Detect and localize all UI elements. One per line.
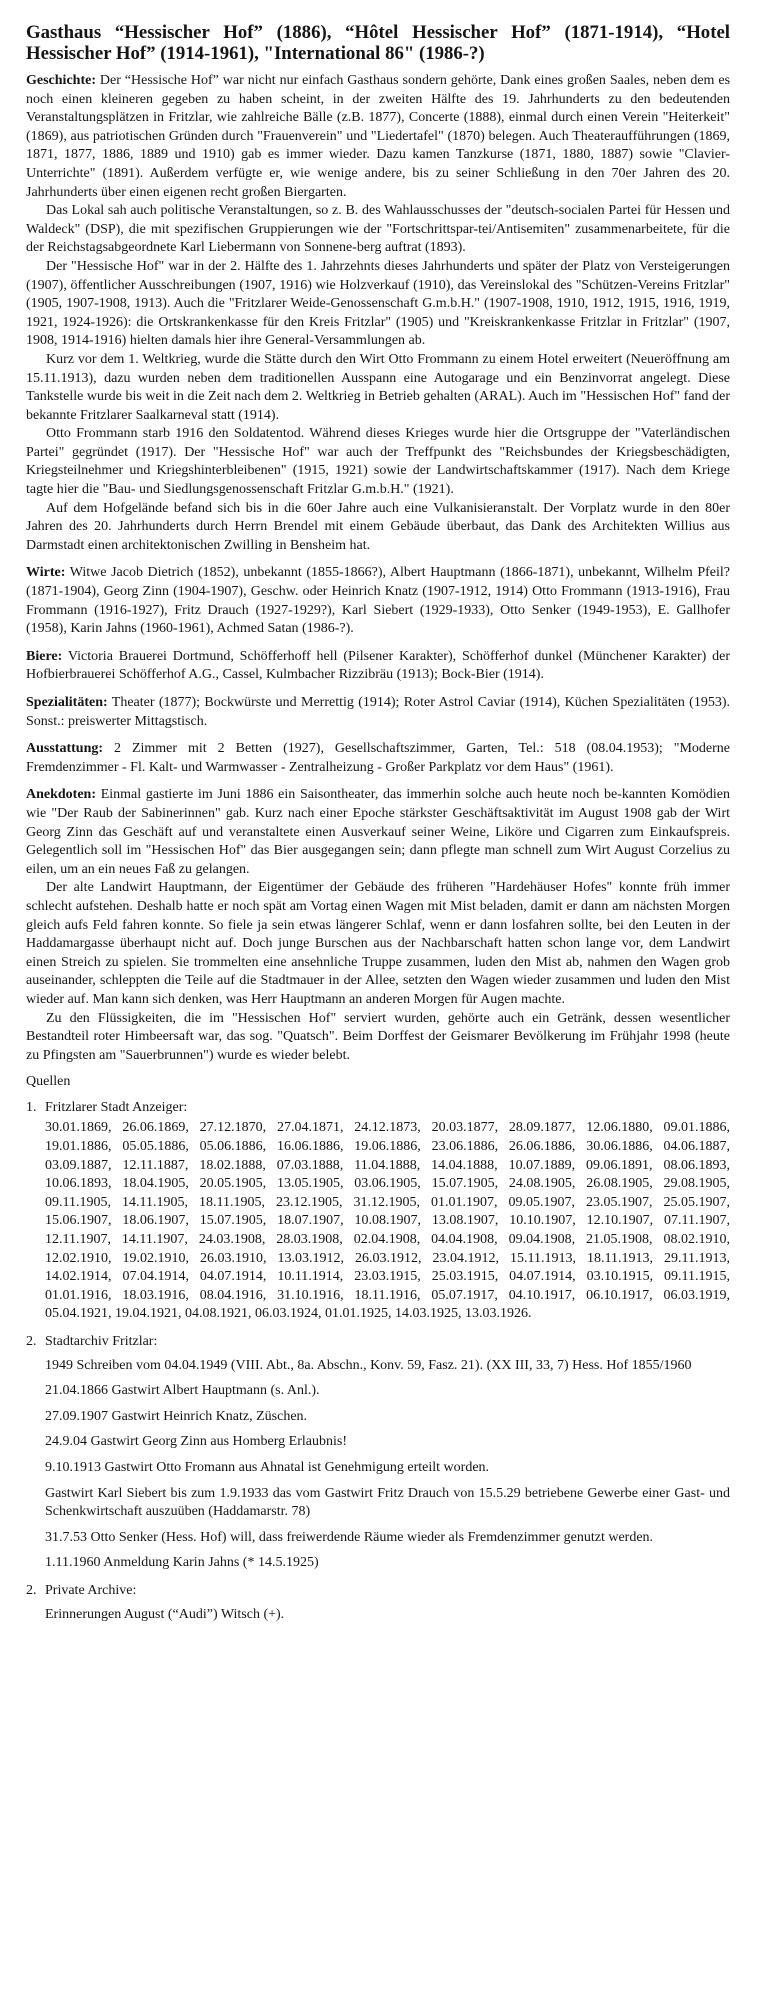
source-item [26,1582,730,1624]
source-entries [45,1357,730,1573]
document [26,22,730,1633]
source-number: 2. [26,1334,37,1349]
geschichte-paragraph: Kurz vor dem 1. Weltkrieg, wurde die Stätte durch den Wirt Otto Frommann zu einem Hotel erweitert (Neueröffnung am 15.11.1913), dazu wurden neben dem traditionellen Ausspann eine Autogarage und ein Benzinvorrat angelegt. Diese Tankstelle wurde bis weit in die Zeit nach dem 2. Weltkrieg in Betrieb gehalten (ARAL). Auch im "Hessischen Hof" fand der bekannte Fritzlarer Saalkarneval statt (1914). [26,351,730,423]
page-title: Gasthaus “Hessischer Hof” (1886), “Hôtel Hessischer Hof” (1871-1914), “Hotel Hessischer Hof” (1914-1961), "International 86" (1986-?) [26,22,730,64]
anekdoten-text: Einmal gastierte im Juni 1886 ein Saisontheater, das immerhin solche auch heute noch be-kannten Komödien wie "Der Raub der Sabinerinnen" gab. Kurz nach einer Epoche stärkster Geschäftsaktivität im August 1908 gab der Wirt Georg Zinn das Geschäft auf und veranstaltete einen Ausverkauf seiner Weine, Liköre und Cigarren zum Einkaufspreis. Gelegentlich soll im "Hessischen Hof" das Bier ausgegangen sein; dann pflegte man schnell zum Wirt August Corzelius zu eilen, um an ein neues Faß zu gelangen. [26,787,731,877]
geschichte-paragraph: Otto Frommann starb 1916 den Soldatentod. Während dieses Krieges wurde hier die Ortsgruppe der "Vaterländischen Partei" gegründet (1917). Der "Hessische Hof" war auch der Treffpunkt des "Reichsbundes der Kriegsbeschädigten, Kriegsteilnehmer und Kriegshinterbleibenen" (1915, 1921) sowie der Landwirtschaftskammer (1917). Nach dem Kriege tagte hier die "Bau- und Siedlungsgenossenschaft Fritzlar G.m.b.H." (1921). [26,426,730,498]
section-spezialitaeten [26,694,730,731]
geschichte-paragraph: Das Lokal sah auch politische Veranstaltungen, so z. B. des Wahlausschusses der "deutsch-socialen Partei für Hessen und Waldeck" (DSP), die mit spezifischen Gruppierungen wie der "Fortschrittspar-tei/Antisemiten" zusammenarbeitete, für die der Reichstagsabgeordnete Karl Liebermann von Sonnene-berg auftrat (1893). [26,203,730,256]
anekdoten-label: Anekdoten: [26,787,97,803]
quellen-heading: Quellen [26,1074,71,1090]
section-wirte [26,564,730,638]
geschichte-text: Der “Hessische Hof” war nicht nur einfach Gasthaus sondern gehörte, Dank eines großen Saales, neben dem es noch einen kleineren gegeben zu haben scheint, in der zweiten Hälfte des 19. Jahrhunderts zu den bedeutenden Veranstaltungsplätzen in Fritzlar, wie zahlreiche Bälle (z.B. 1877), Concerte (1888), einmal durch einen Verein "Heiterkeit" (1869), aus patriotischen Gründen durch "Frauenverein" und "Liedertafel" (1870) belegen. Auch Theateraufführungen (1869, 1871, 1877, 1886, 1889 und 1910) gab es immer wieder. Dazu kamen Tanzkurse (1871, 1880, 1887) sowie "Clavier-Unterrichte" (1891). Außerdem verfügte er, wie wenige andere, bis zu seiner Schließung in den 70er Jahren des 20. Jahrhunderts über einen eigenen recht großen Biergarten. [26,73,731,200]
geschichte-label: Geschichte: [26,73,96,88]
source-entry: 9.10.1913 Gastwirt Otto Fromann aus Ahnatal ist Genehmigung erteilt worden. [45,1459,490,1475]
source-entry: Erinnerungen August (“Audi”) Witsch (+). [45,1606,285,1622]
source-title: Fritzlarer Stadt Anzeiger: [45,1099,188,1115]
source-entry: 27.09.1907 Gastwirt Heinrich Knatz, Züschen. [45,1408,308,1424]
anekdoten-paragraph: Zu den Flüssigkeiten, die im "Hessischen Hof" serviert wurden, gehörte auch ein Getränk, dessen wesentlicher Bestandteil roter Himbeersaft war, das sog. "Quatsch". Beim Dorffest der Geismarer Bevölkerung im Frühjahr 1998 (heute zu Pfingsten am "Sauerbrunnen") wurde es wieder belebt. [26,1010,730,1063]
source-entry: 21.04.1866 Gastwirt Albert Hauptmann (s. Anl.). [45,1383,320,1399]
source-entry: 1949 Schreiben vom 04.04.1949 (VIII. Abt., 8a. Abschn., Konv. 59, Fasz. 21). (XX III, 33, 7) Hess. Hof 1855/1960 [45,1357,692,1373]
source-entry: 31.7.53 Otto Senker (Hess. Hof) will, dass freiwerdende Räume wieder als Fremdenzimmer genutzt werden. [45,1529,654,1545]
geschichte-paragraph [26,72,730,202]
source-dates: 30.01.1869, 26.06.1869, 27.12.1870, 27.04.1871, 24.12.1873, 20.03.1877, 28.09.1877, 12.06.1880, 09.01.1886, 19.01.1886, 05.05.1886, 05.06.1886, 16.06.1886, 19.06.1886, 23.06.1886, 26.06.1886, 30.06.1886, 04.06.1887, 03.09.1887, 12.11.1887, 18.02.1888, 07.03.1888, 11.04.1888, 14.04.1888, 10.07.1889, 09.06.1891, 08.06.1893, 10.06.1893, 18.04.1905, 20.05.1905, 13.05.1905, 03.06.1905, 15.07.1905, 24.08.1905, 26.08.1905, 29.08.1905, 09.11.1905, 14.11.1905, 18.11.1905, 23.12.1905, 31.12.1905, 01.01.1907, 09.05.1907, 23.05.1907, 25.05.1907, 15.06.1907, 18.06.1907, 15.07.1905, 18.07.1907, 10.08.1907, 13.08.1907, 10.10.1907, 12.10.1907, 07.11.1907, 12.11.1907, 14.11.1907, 24.03.1908, 28.03.1908, 02.04.1908, 04.04.1908, 09.04.1908, 21.05.1908, 08.02.1910, 12.02.1910, 19.02.1910, 26.03.1910, 13.03.1912, 26.03.1912, 23.04.1912, 15.11.1913, 18.11.1913, 29.11.1913, 14.02.1914, 07.04.1914, 04.07.1914, 10.11.1914, 23.03.1915, 25.03.1915, 04.07.1914, 03.10.1915, 09.11.1915, 01.01.1916, 18.03.1916, 08.04.1916, 31.10.1916, 18.11.1916, 05.07.1917, 04.10.1917, 06.10.1917, 06.03.1919, 05.04.1921, 19.04.1921, 04.08.1921, 06.03.1924, 01.01.1925, 14.03.1925, 13.03.1926. [45,1120,730,1322]
anekdoten-paragraph [26,786,730,879]
source-title: Private Archive: [45,1582,137,1598]
source-title: Stadtarchiv Fritzlar: [45,1334,158,1349]
wirte-label: Wirte: [26,565,66,581]
spezialitaeten-text: Theater (1877); Bockwürste und Merrettig (1914); Roter Astrol Caviar (1914), Küchen Spezialitäten (1953). Sonst.: preiswerter Mittagstisch. [26,695,731,729]
section-biere [26,648,730,685]
section-geschichte [26,72,730,555]
section-anekdoten [26,786,730,1065]
spezialitaeten-label: Spezialitäten: [26,695,108,710]
source-number: 1. [26,1099,37,1115]
geschichte-paragraph: Auf dem Hofgelände befand sich bis in die 60er Jahre auch eine Vulkanisieranstalt. Der Vorplatz wurde in den 80er Jahren des 20. Jahrhunderts durch Herrn Brendel mit einem Gebäude überbaut, das Dank des Architekten Willius aus Darmstadt einen architektonischen Zwilling in Bensheim hat. [26,500,730,553]
source-entry: Gastwirt Karl Siebert bis zum 1.9.1933 das vom Gastwirt Fritz Drauch von 15.5.29 betriebene Gewerbe einer Gast- und Schenkwirtschaft auszuüben (Haddamarstr. 78) [45,1485,730,1520]
source-entry: 1.11.1960 Anmeldung Karin Jahns (* 14.5.1925) [45,1555,319,1571]
source-item [26,1333,730,1573]
quellen-list [26,1099,730,1624]
section-ausstattung [26,740,730,777]
wirte-text: Witwe Jacob Dietrich (1852), unbekannt (1855-1866?), Albert Hauptmann (1866-1871), unbekannt, Wilhelm Pfeil? (1871-1904), Georg Zinn (1904-1907), Geschw. oder Heinrich Knatz (1907-1912, 1914) Otto Frommann (1913-1916), Frau Frommann (1916-1927), Fritz Drauch (1927-1929?), Karl Siebert (1929-1933), Otto Senker (1949-1953), E. Gallhofer (1958), Karin Jahns (1960-1961), Achmed Satan (1986-?). [26,565,730,637]
biere-label: Biere: [26,648,63,664]
source-item [26,1099,730,1324]
ausstattung-label: Ausstattung: [26,741,104,757]
anekdoten-paragraph: Der alte Landwirt Hauptmann, der Eigentümer der Gebäude des früheren "Hardehäuser Hofes" konnte früh immer schlecht aufstehen. Deshalb hatte er noch spät am Vortag einen Wagen mit Mist beladen, damit er dann am nächsten Morgen gleich aufs Feld fahren konnte. So fiele ja sein etwas längerer Schlaf, wenn er dann losfahren sollte, bei den Leuten in der Haddamargasse überhaupt nicht auf. Doch junge Burschen aus der Nachbarschaft hatten schon lange vor, dem Landwirt einen Streich zu spielen. Sie trommelten eine ansehnliche Truppe zusammen, luden den Mist ab, nahmen den Wagen grob auseinander, schleppten die Teile auf die Stadtmauer in der Allee, setzten den Wagen wieder zusammen und luden den Mist wieder auf. Man kann sich denken, was Herr Hauptmann an anderen Morgen für Augen machte. [26,880,730,1007]
geschichte-paragraph: Der "Hessische Hof" war in der 2. Hälfte des 1. Jahrzehnts dieses Jahrhunderts und später der Platz von Versteigerungen (1907), öffentlicher Ausschreibungen (1907, 1916) wie Holzverkauf (1910), das Vereinslokal des "Schützen-Vereins Fritzlar" (1905, 1907-1908, 1913). Auch die "Fritzlarer Weide-Genossenschaft G.m.b.H." (1907-1908, 1910, 1912, 1915, 1916, 1919, 1921, 1924-1926): die Ortskrankenkasse für den Kreis Fritzlar" (1905) und "Kreiskrankenkasse Fritzlar in Fritzlar" (1907, 1908, 1914-1916) hielten damals hier ihre General-Versammlungen ab. [26,258,730,349]
source-number: 2. [26,1582,37,1598]
biere-text: Victoria Brauerei Dortmund, Schöfferhoff hell (Pilsener Karakter), Schöfferhof dunkel (Münchener Karakter) der Hofbierbrauerei Schöfferhof A.G., Cassel, Kulmbacher Rizzibräu (1913); Bock-Bier (1914). [26,648,730,683]
source-entries [45,1606,730,1625]
ausstattung-text: 2 Zimmer mit 2 Betten (1927), Gesellschaftszimmer, Garten, Tel.: 518 (08.04.1953); "Moderne Fremdenzimmer - Fl. Kalt- und Warmwasser - Zentralheizung - Großer Parkplatz vor dem Haus" (1961). [26,741,730,775]
source-entry: 24.9.04 Gastwirt Georg Zinn aus Homberg Erlaubnis! [45,1434,347,1450]
